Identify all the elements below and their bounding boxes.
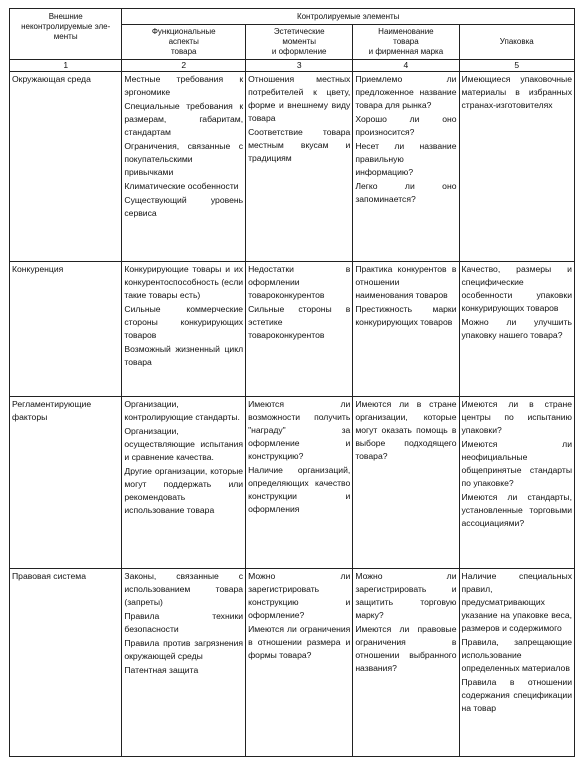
- cell-text: Климатические особенности: [124, 181, 239, 191]
- cell-text: Другие организации, которые могут поддержать или рекомендовать использование товара: [124, 466, 244, 515]
- group-heading: Контролируемые элементы: [122, 9, 575, 25]
- cell-text: Патентная защита: [124, 665, 199, 675]
- cell-text: Хорошо ли оно произносится?: [355, 114, 457, 137]
- column-number: 2: [122, 60, 246, 72]
- cell-text: Имеются ли возможности получить "награду" за оформление и конструкцию?: [248, 399, 351, 461]
- cell-text: Легко ли оно запоминается?: [355, 181, 457, 204]
- column-number: 5: [459, 60, 575, 72]
- row-label: Регламентирующие факторы: [10, 397, 122, 569]
- cell-text: Имеются ли стандарты, установленные торговыми ассоциациями?: [461, 492, 572, 528]
- cell-text: Специальные требования к размерам, габаритам, стандартам: [124, 101, 244, 137]
- table-cell: [122, 262, 246, 397]
- cell-text: Ограничения, связанные с покупательскими привычками: [124, 141, 244, 177]
- table-cell: [353, 397, 459, 569]
- cell-text: Соответствие товара местным вкусам и традициям: [248, 127, 351, 163]
- cell-text: Недостатки в оформлении товароконкурентов: [248, 264, 351, 300]
- table-row: [10, 262, 575, 397]
- table-cell: [459, 569, 575, 757]
- cell-text: Престижность марки конкурирующих товаров: [355, 304, 457, 327]
- row-label: Конкуренция: [10, 262, 122, 397]
- table-row: [10, 72, 575, 262]
- cell-text: Имеются ли неофициальные общепринятые стандарты по упаковке?: [461, 439, 572, 488]
- cell-text: Организации, осуществляющие испытания и сравнение качества.: [124, 426, 244, 462]
- table-cell: [353, 569, 459, 757]
- cell-text: Правила против загрязнения окружающей среды: [124, 638, 244, 661]
- table-row: [10, 569, 575, 757]
- cell-text: Отношения местных потребителей к цвету, форме и внешнему виду товара: [248, 74, 351, 123]
- cell-text: Имеются ли в стране центры по испытанию упаковки?: [461, 399, 572, 435]
- cell-text: Возможный жизненный цикл товара: [124, 344, 244, 367]
- table-cell: [246, 397, 353, 569]
- cell-text: Местные требования к эргономике: [124, 74, 244, 97]
- cell-text: Можно ли зарегистрировать конструкцию и оформление?: [248, 571, 351, 620]
- table-cell: [459, 397, 575, 569]
- table-cell: [459, 72, 575, 262]
- product-factors-table: [9, 8, 575, 757]
- table-cell: [459, 262, 575, 397]
- cell-text: Имеются ли в стране организации, которые могут оказать помощь в выборе подходящего товара?: [355, 399, 457, 461]
- column-number: 1: [10, 60, 122, 72]
- column-heading: Эстетические моменты и оформление: [246, 25, 353, 60]
- cell-text: Качество, размеры и специфические особенности упаковки конкурирующих товаров: [461, 264, 572, 313]
- cell-text: Правила, запрещающие использование определенных материалов: [461, 637, 572, 673]
- table-cell: [122, 569, 246, 757]
- cell-text: Правила техники безопасности: [124, 611, 244, 634]
- cell-text: Имеются ли правовые ограничения в отношении выбранного названия?: [355, 624, 457, 673]
- cell-text: Сильные коммерческие стороны конкурирующих товаров: [124, 304, 244, 340]
- table-cell: [246, 569, 353, 757]
- cell-text: Существующий уровень сервиса: [124, 195, 244, 218]
- table-cell: [246, 72, 353, 262]
- row-label: Правовая система: [10, 569, 122, 757]
- table-cell: [122, 72, 246, 262]
- column-heading: Наименование товара и фирменная марка: [353, 25, 459, 60]
- cell-text: Можно ли зарегистрировать и защитить торговую марку?: [355, 571, 457, 620]
- cell-text: Наличие организаций, определяющих качество конструкции и оформления: [248, 465, 351, 514]
- cell-text: Организации, контролирующие стандарты.: [124, 399, 240, 422]
- cell-text: Имеются ли ограничения в отношении размера и формы товара?: [248, 624, 351, 660]
- table-row: [10, 397, 575, 569]
- cell-text: Сильные стороны в эстетике товароконкурентов: [248, 304, 351, 340]
- cell-text: Наличие специальных правил, предусматривающих указание на упаковке веса, размеров и содержимого: [461, 571, 572, 633]
- cell-text: Правила в отношении содержания спецификации на товар: [461, 677, 572, 713]
- table-cell: [122, 397, 246, 569]
- cell-text: Имеющиеся упаковочные материалы в избранных странах-изготовителях: [461, 74, 572, 110]
- cell-text: Конкурирующие товары и их конкурентоспособность (если такие товары есть): [124, 264, 244, 300]
- cell-text: Законы, связанные с использованием товара (запреты): [124, 571, 244, 607]
- table-cell: [353, 72, 459, 262]
- table-cell: [353, 262, 459, 397]
- row-heading: Внешние неконтролируемые эле- менты: [10, 9, 122, 60]
- column-heading: Упаковка: [459, 25, 575, 60]
- cell-text: Практика конкурентов в отношении наименования товаров: [355, 264, 457, 300]
- cell-text: Несет ли название правильную информацию?: [355, 141, 457, 177]
- table-body: [10, 72, 575, 757]
- column-number: 3: [246, 60, 353, 72]
- row-label: Окружающая среда: [10, 72, 122, 262]
- table-cell: [246, 262, 353, 397]
- cell-text: Можно ли улучшить упаковку нашего товара?: [461, 317, 572, 340]
- cell-text: Приемлемо ли предложенное название товара для рынка?: [355, 74, 457, 110]
- column-heading: Функциональные аспекты товара: [122, 25, 246, 60]
- column-number: 4: [353, 60, 459, 72]
